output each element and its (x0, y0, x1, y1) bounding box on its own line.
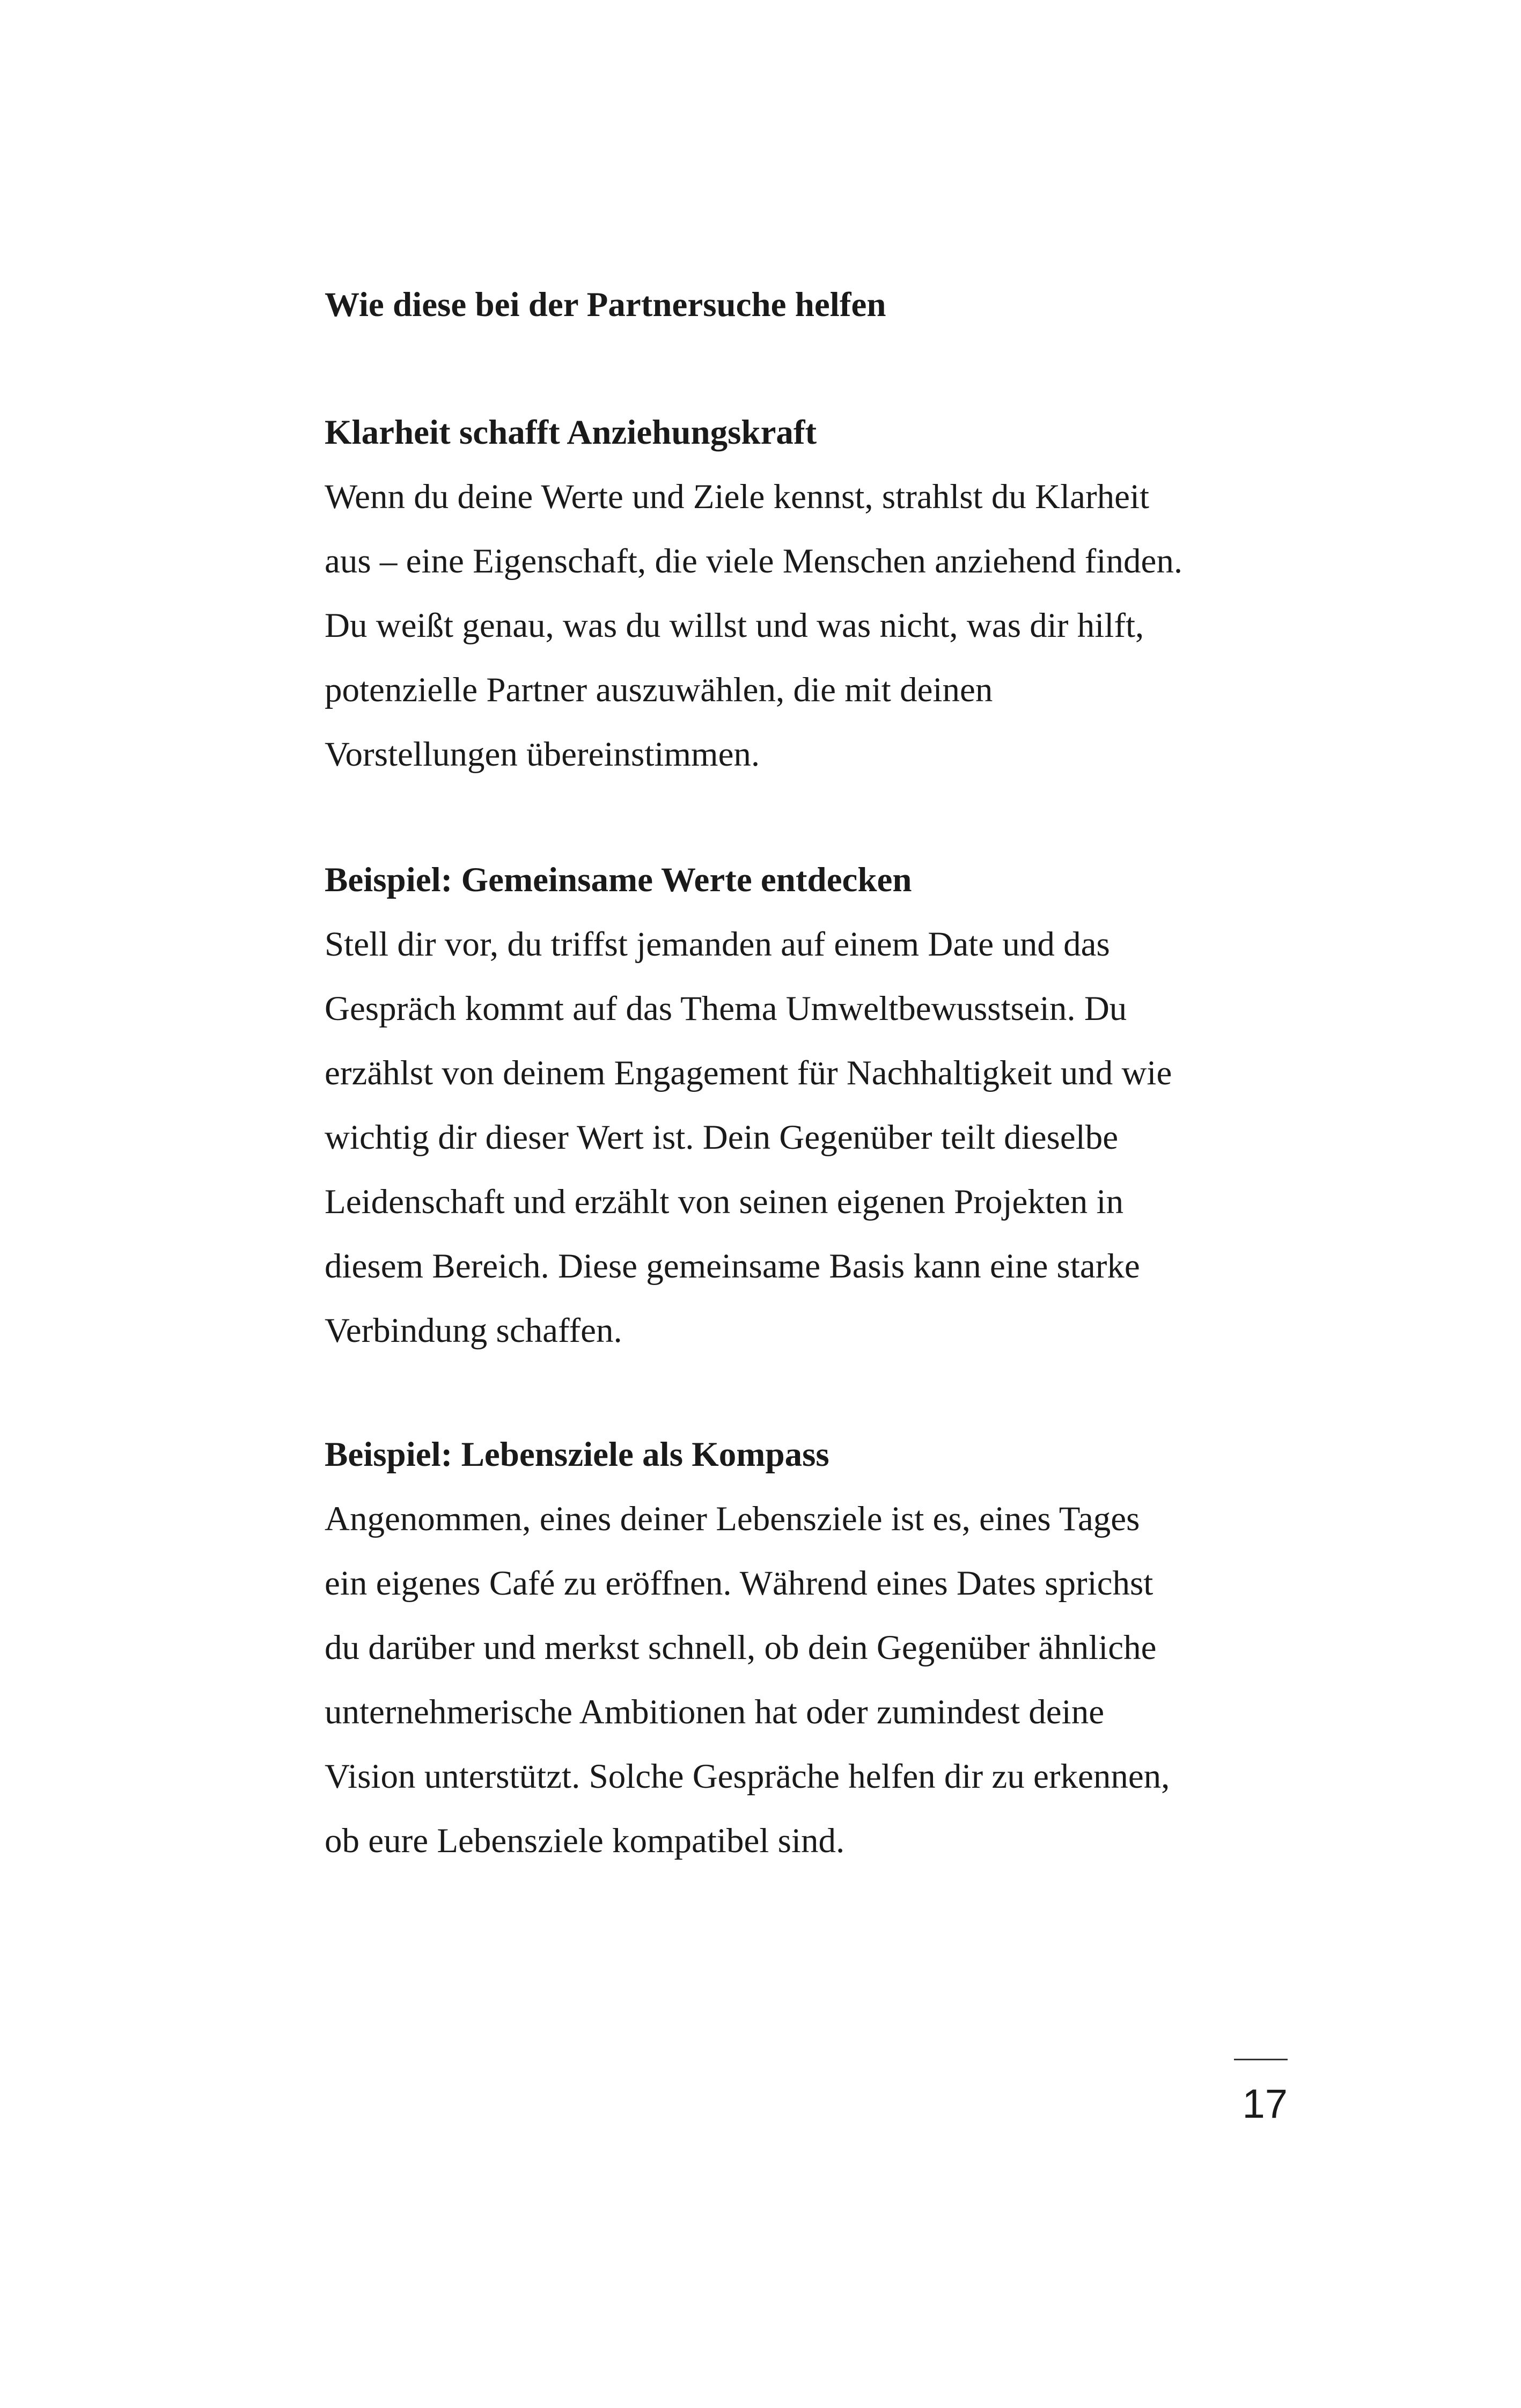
section-paragraph (325, 912, 1309, 1363)
section-heading: Klarheit schafft Anziehungskraft (325, 413, 817, 452)
paragraph-line: ein eigenes Café zu eröffnen. Während eines Dates sprichst (325, 1564, 1153, 1603)
paragraph-line: Vision unterstützt. Solche Gespräche helfen dir zu erkennen, (325, 1757, 1170, 1796)
paragraph-line: erzählst von deinem Engagement für Nachhaltigkeit und wie (325, 1054, 1172, 1092)
section-shared-values (325, 848, 1309, 1363)
paragraph-line: Vorstellungen übereinstimmen. (325, 735, 760, 774)
section-paragraph (325, 465, 1309, 787)
page-number: 17 (1242, 2081, 1288, 2127)
paragraph-line: aus – eine Eigenschaft, die viele Menschen anziehend finden. (325, 542, 1183, 581)
paragraph-line: ob eure Lebensziele kompatibel sind. (325, 1822, 845, 1860)
main-heading: Wie diese bei der Partnersuche helfen (325, 285, 886, 324)
paragraph-line: Angenommen, eines deiner Lebensziele ist es, eines Tages (325, 1500, 1140, 1538)
section-life-goals (325, 1422, 1309, 1873)
paragraph-line: Verbindung schaffen. (325, 1311, 622, 1350)
section-heading: Beispiel: Gemeinsame Werte entdecken (325, 861, 912, 899)
paragraph-line: Du weißt genau, was du willst und was nicht, was dir hilft, (325, 606, 1144, 645)
paragraph-line: Gespräch kommt auf das Thema Umweltbewusstsein. Du (325, 989, 1127, 1028)
paragraph-line: potenzielle Partner auszuwählen, die mit deinen (325, 671, 993, 709)
section-heading: Beispiel: Lebensziele als Kompass (325, 1435, 829, 1474)
main-heading-block (325, 273, 1309, 337)
paragraph-line: wichtig dir dieser Wert ist. Dein Gegenüber teilt dieselbe (325, 1118, 1119, 1157)
page-number-rule (1234, 2059, 1288, 2060)
section-clarity (325, 400, 1309, 787)
section-paragraph (325, 1487, 1309, 1873)
paragraph-line: diesem Bereich. Diese gemeinsame Basis kann eine starke (325, 1247, 1140, 1286)
paragraph-line: Wenn du deine Werte und Ziele kennst, strahlst du Klarheit (325, 478, 1150, 516)
paragraph-line: unternehmerische Ambitionen hat oder zumindest deine (325, 1693, 1105, 1731)
paragraph-line: Stell dir vor, du triffst jemanden auf einem Date und das (325, 925, 1110, 964)
paragraph-line: Leidenschaft und erzählt von seinen eigenen Projekten in (325, 1183, 1124, 1221)
paragraph-line: du darüber und merkst schnell, ob dein Gegenüber ähnliche (325, 1628, 1157, 1667)
